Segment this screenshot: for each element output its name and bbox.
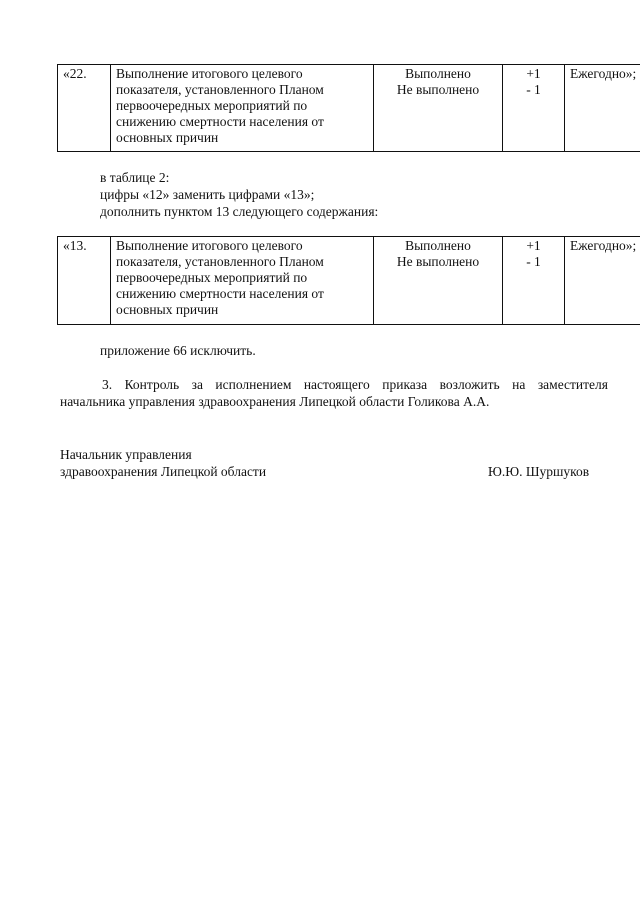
instruction-line-add: дополнить пунктом 13 следующего содержания: [100, 204, 379, 219]
row-number: «22. [63, 66, 87, 81]
points-plus: +1 [526, 66, 541, 81]
paragraph-3-line-1: 3. Контроль за исполнением настоящего приказа возложить на заместителя [102, 377, 608, 392]
indicator-name-line: основных причин [116, 130, 219, 145]
indicator-name-line: показателя, установленного Планом [116, 254, 324, 269]
indicator-name-line: первоочередных мероприятий по [116, 270, 308, 285]
instruction-line-replace: цифры «12» заменить цифрами «13»; [100, 187, 315, 202]
signature-position-line-2: здравоохранения Липецкой области [60, 464, 267, 479]
paragraph-3 [60, 376, 608, 410]
paragraph-3-line-2: начальника управления здравоохранения Липецкой области Голикова А.А. [60, 394, 490, 409]
instruction-line-table2: в таблице 2: [100, 170, 170, 185]
points-minus: - 1 [526, 82, 541, 97]
table-row [58, 237, 640, 325]
table-row [58, 65, 640, 152]
indicator-name-line: Выполнение итогового целевого [116, 66, 303, 81]
period-cell [565, 65, 640, 152]
points-cell [503, 237, 565, 325]
points-plus: +1 [526, 238, 541, 253]
amendment-table-row-22 [57, 64, 640, 152]
signature-name: Ю.Ю. Шуршуков [488, 464, 590, 479]
indicator-name-line: Выполнение итогового целевого [116, 238, 303, 253]
period-value: Ежегодно»; [570, 238, 637, 253]
appendix-note: приложение 66 исключить. [100, 343, 256, 358]
points-cell [503, 65, 565, 152]
signature-position-line-1: Начальник управления [60, 447, 192, 462]
period-cell [565, 237, 640, 325]
row-number-cell [58, 237, 111, 325]
row-number: «13. [63, 238, 87, 253]
period-value: Ежегодно»; [570, 66, 637, 81]
result-done: Выполнено [405, 238, 471, 253]
indicator-name-line: показателя, установленного Планом [116, 82, 324, 97]
points-minus: - 1 [526, 254, 541, 269]
result-done: Выполнено [405, 66, 471, 81]
indicator-name-line: первоочередных мероприятий по [116, 98, 308, 113]
indicator-name-cell [111, 237, 374, 325]
indicator-name-line: основных причин [116, 302, 219, 317]
row-number-cell [58, 65, 111, 152]
indicator-name-line: снижению смертности населения от [116, 286, 324, 301]
amendment-table-row-13 [57, 236, 640, 325]
indicator-name-cell [111, 65, 374, 152]
indicator-name-line: снижению смертности населения от [116, 114, 324, 129]
result-cell [374, 65, 503, 152]
result-not-done: Не выполнено [396, 82, 480, 97]
result-cell [374, 237, 503, 325]
result-not-done: Не выполнено [396, 254, 480, 269]
